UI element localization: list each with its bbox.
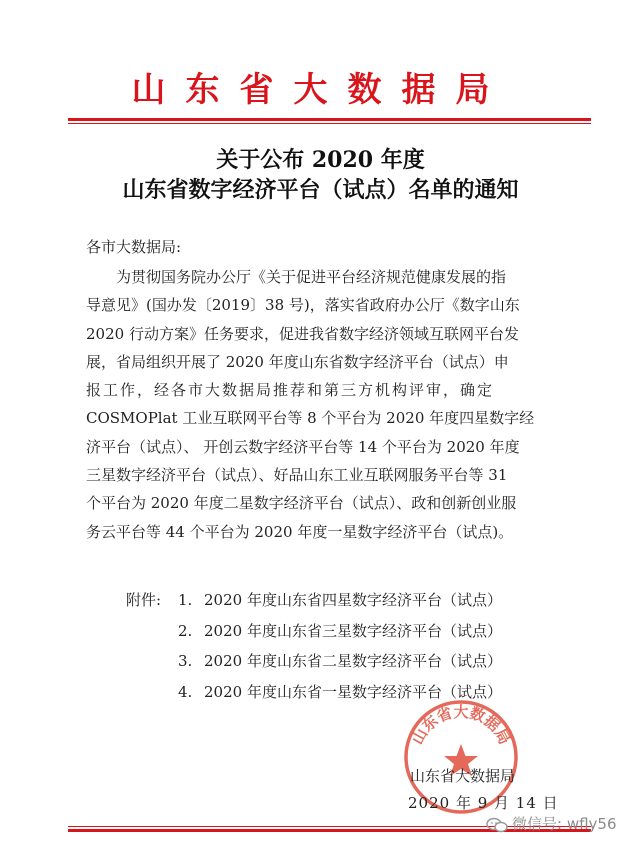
document-title-line2: 山东省数字经济平台（试点）名单的通知 <box>122 177 519 203</box>
document-title-line1: 关于公布 2020 年度 <box>216 147 425 173</box>
attachment-label: 附件: <box>126 591 162 609</box>
attachment-list <box>126 585 502 707</box>
attachment-text: 2020 年度山东省四星数字经济平台（试点） <box>204 591 502 609</box>
attachment-number: 1. <box>178 591 193 609</box>
watermark-text: 微信号: wfly56 <box>512 815 617 833</box>
salutation: 各市大数据局: <box>86 238 182 256</box>
agency-header: 山东省大数据局 <box>131 70 510 110</box>
attachment-item <box>126 585 502 616</box>
paragraph-line: COSMOPlat 工业互联网平台等 8 个平台为 2020 年度四星数字经 <box>86 409 535 428</box>
signature-date: 2020 年 9 月 14 日 <box>408 794 559 812</box>
attachment-text: 2020 年度山东省二星数字经济平台（试点） <box>204 652 502 670</box>
paragraph-line: 个平台为 2020 年度二星数字经济平台（试点）、政和创新创业服 <box>86 494 517 513</box>
paragraph-line: 展，省局组织开展了 2020 年度山东省数字经济平台（试点）申 <box>86 352 509 371</box>
attachment-item <box>126 616 502 647</box>
header-rule-thick <box>68 118 591 121</box>
paragraph-line: 导意见》(国办发〔2019〕38 号)，落实省政府办公厅《数字山东 <box>86 296 520 315</box>
attachment-text: 2020 年度山东省三星数字经济平台（试点） <box>204 621 502 640</box>
paragraph-line: 三星数字经济平台（试点）、好品山东工业互联网服务平台等 31 <box>86 466 508 485</box>
paragraph-line: 济平台（试点）、 开创云数字经济平台等 14 个平台为 2020 年度 <box>86 437 520 456</box>
attachment-number: 2. <box>178 621 193 640</box>
wechat-icon <box>486 817 508 833</box>
paragraph-line: 报工作，经各市大数据局推荐和第三方机构评审，确定 <box>86 381 495 400</box>
body-paragraph <box>86 263 566 546</box>
attachment-number: 4. <box>178 682 193 701</box>
paragraph-line: 2020 行动方案》任务要求，促进我省数字经济领域互联网平台发 <box>86 324 519 343</box>
paragraph-line: 为贯彻国务院办公厅《关于促进平台经济规范健康发展的指 <box>86 268 507 286</box>
signature-org: 山东省大数据局 <box>410 767 516 785</box>
wechat-watermark <box>486 813 617 834</box>
header-rule-thin <box>68 123 591 124</box>
attachment-item <box>126 646 502 677</box>
attachment-text: 2020 年度山东省一星数字经济平台（试点） <box>204 682 502 701</box>
attachment-number: 3. <box>178 652 193 670</box>
seal-text: 山东省大数据局 <box>408 702 514 748</box>
paragraph-line: 务云平台等 44 个平台为 2020 年度一星数字经济平台（试点)。 <box>86 522 514 541</box>
